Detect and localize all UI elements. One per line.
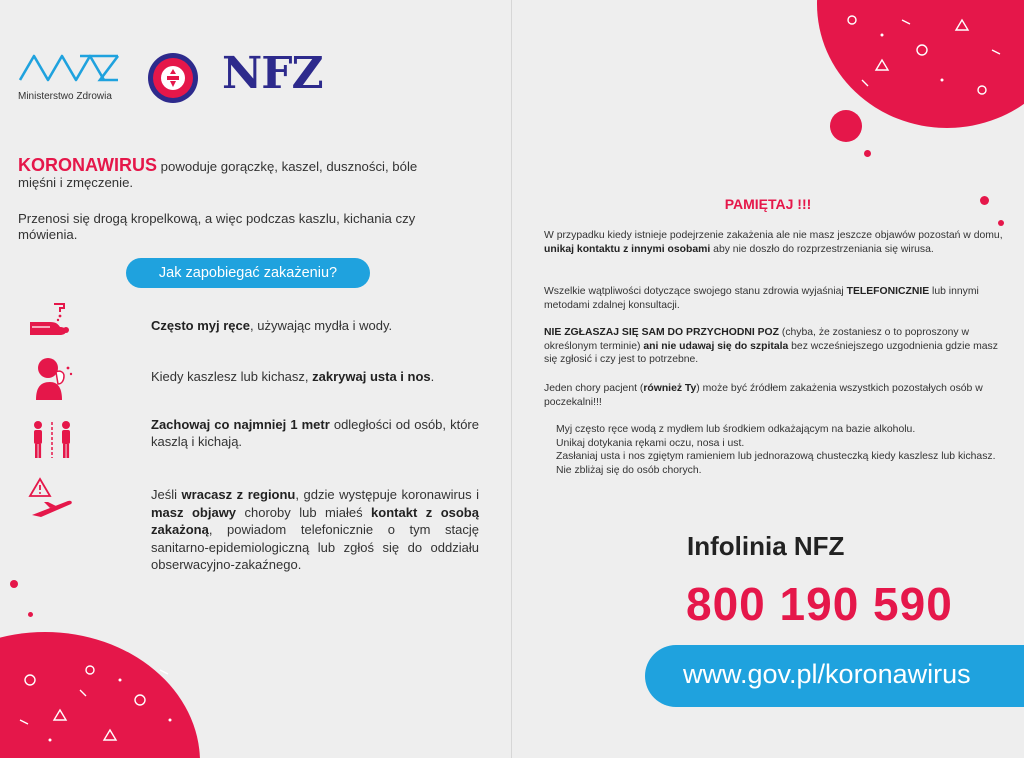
prevent-heading-pill: Jak zapobiegać zakażeniu? [126,258,370,288]
remember-heading: PAMIĘTAJ !!! [724,196,812,212]
mz-logo-label: Ministerstwo Zdrowia [18,91,112,102]
decorative-dot [998,220,1004,226]
distance-icon [28,420,76,460]
list-item: Unikaj dotykania rękami oczu, nosa i ust. [556,437,745,449]
r4-t2: ) może być źródłem zakażenia wszystkich pozostałych osób w poczekalni!!! [544,383,983,408]
remember-paragraph-3 [544,326,1014,367]
tip2-end: . [430,369,435,384]
decorative-pattern [0,640,200,758]
spread-paragraph: Przenosi się drogą kropelkową, a więc podczas kaszlu, kichania czy mówienia. [18,211,416,242]
remember-paragraph-1 [544,229,1014,256]
r3-b1: NIE ZGŁASZAJ SIĘ SAM DO PRZYCHODNI POZ [544,327,779,338]
tip4-t1: Jeśli [151,487,182,502]
tip4-t4: , powiadom telefonicznie o tym stację sanitarno-epidemiologiczną lub zgłoś się do oddziału obserwacyjno-zakaźnego. [151,522,479,572]
tip3-bold: Zachowaj co najmniej 1 metr [151,417,330,432]
decorative-dot [864,150,871,157]
r2-t1: Wszelkie wątpliwości dotyczące swojego stanu zdrowia wyjaśniaj [544,286,847,297]
tip4-b1: wracasz z regionu [181,487,296,502]
decorative-dot [10,580,18,588]
infoline-phone: 800 190 590 [686,578,953,630]
hygiene-list [556,423,1006,477]
tip4-t3: choroby lub miałeś [236,504,372,520]
tip3-text: odległości od osób, które kaszlą i kichają. [151,417,479,449]
tip-returning-traveler [151,486,479,574]
r4-b1: również Ty [643,383,697,394]
r1-t2: aby nie doszło do rozprzestrzeniania się wirusa. [710,243,934,255]
decorative-dot [28,612,33,617]
infoline-label: Infolinia NFZ [687,531,845,561]
r3-t1: (chyba, że zostaniesz o to poproszony w określonym terminie) [544,327,969,352]
tip4-t2: , gdzie występuje koronawirus i [295,487,479,502]
r3-t2: bez wcześniejszego uzgodnienia gdzie masz się zgłosić i czy jest to potrzebne. [544,340,998,365]
tip-wash-hands [151,317,479,334]
list-item: Nie zbliżaj się do osób chorych. [556,464,702,476]
nfz-logo: NFZ [222,48,323,99]
koronawirus-keyword: KORONAWIRUS [18,155,157,175]
remember-paragraph-2 [544,285,1014,312]
decorative-dot [830,110,862,142]
tip1-bold: Często myj ręce [151,318,250,333]
ministerstwo-zdrowia-logo [18,50,122,86]
website-banner [645,645,1024,707]
tip1-text: , używając mydła i wody. [250,318,393,333]
sanitary-inspection-seal [147,52,199,104]
list-item: Myj często ręce wodą z mydłem lub środkiem odkażającym na bazie alkoholu. [556,424,916,435]
r1-t1: W przypadku kiedy istnieje podejrzenie zakażenia ale nie masz jeszcze objawów pozostań w domu, [544,230,1003,241]
list-item: Zasłaniaj usta i nos zgiętym ramieniem lub jednorazową chusteczką kiedy kaszlesz lub kichasz. [556,451,996,462]
website-link[interactable]: www.gov.pl/koronawirus [683,659,971,689]
r1-b1: unikaj kontaktu z innymi osobami [544,243,711,255]
intro-paragraph [18,157,438,191]
r2-t2: lub innymi metodami zdalnej konsultacji. [544,286,979,311]
right-page [512,0,1024,758]
tip-cover-mouth [151,368,479,385]
remember-paragraph-4 [544,382,1014,409]
cough-sneeze-icon [28,354,76,402]
travel-warning-icon [28,477,76,519]
hand-washing-icon [28,300,76,340]
r4-t1: Jeden chory pacjent ( [544,383,644,394]
tip2-bold: zakrywaj usta i nos [312,369,431,384]
r2-b1: TELEFONICZNIE [846,286,930,297]
tip4-b3: kontakt z osobą zakażoną [151,504,479,537]
tip4-b2: masz objawy [151,504,237,520]
decorative-pattern-top [822,0,1024,128]
r3-b2: ani nie udawaj się do szpitala [643,340,789,352]
tip2-text: Kiedy kaszlesz lub kichasz, [151,369,313,384]
tip-keep-distance [151,416,479,450]
intro-text: powoduje gorączkę, kaszel, duszności, bóle mięśni i zmęczenie. [18,159,418,190]
